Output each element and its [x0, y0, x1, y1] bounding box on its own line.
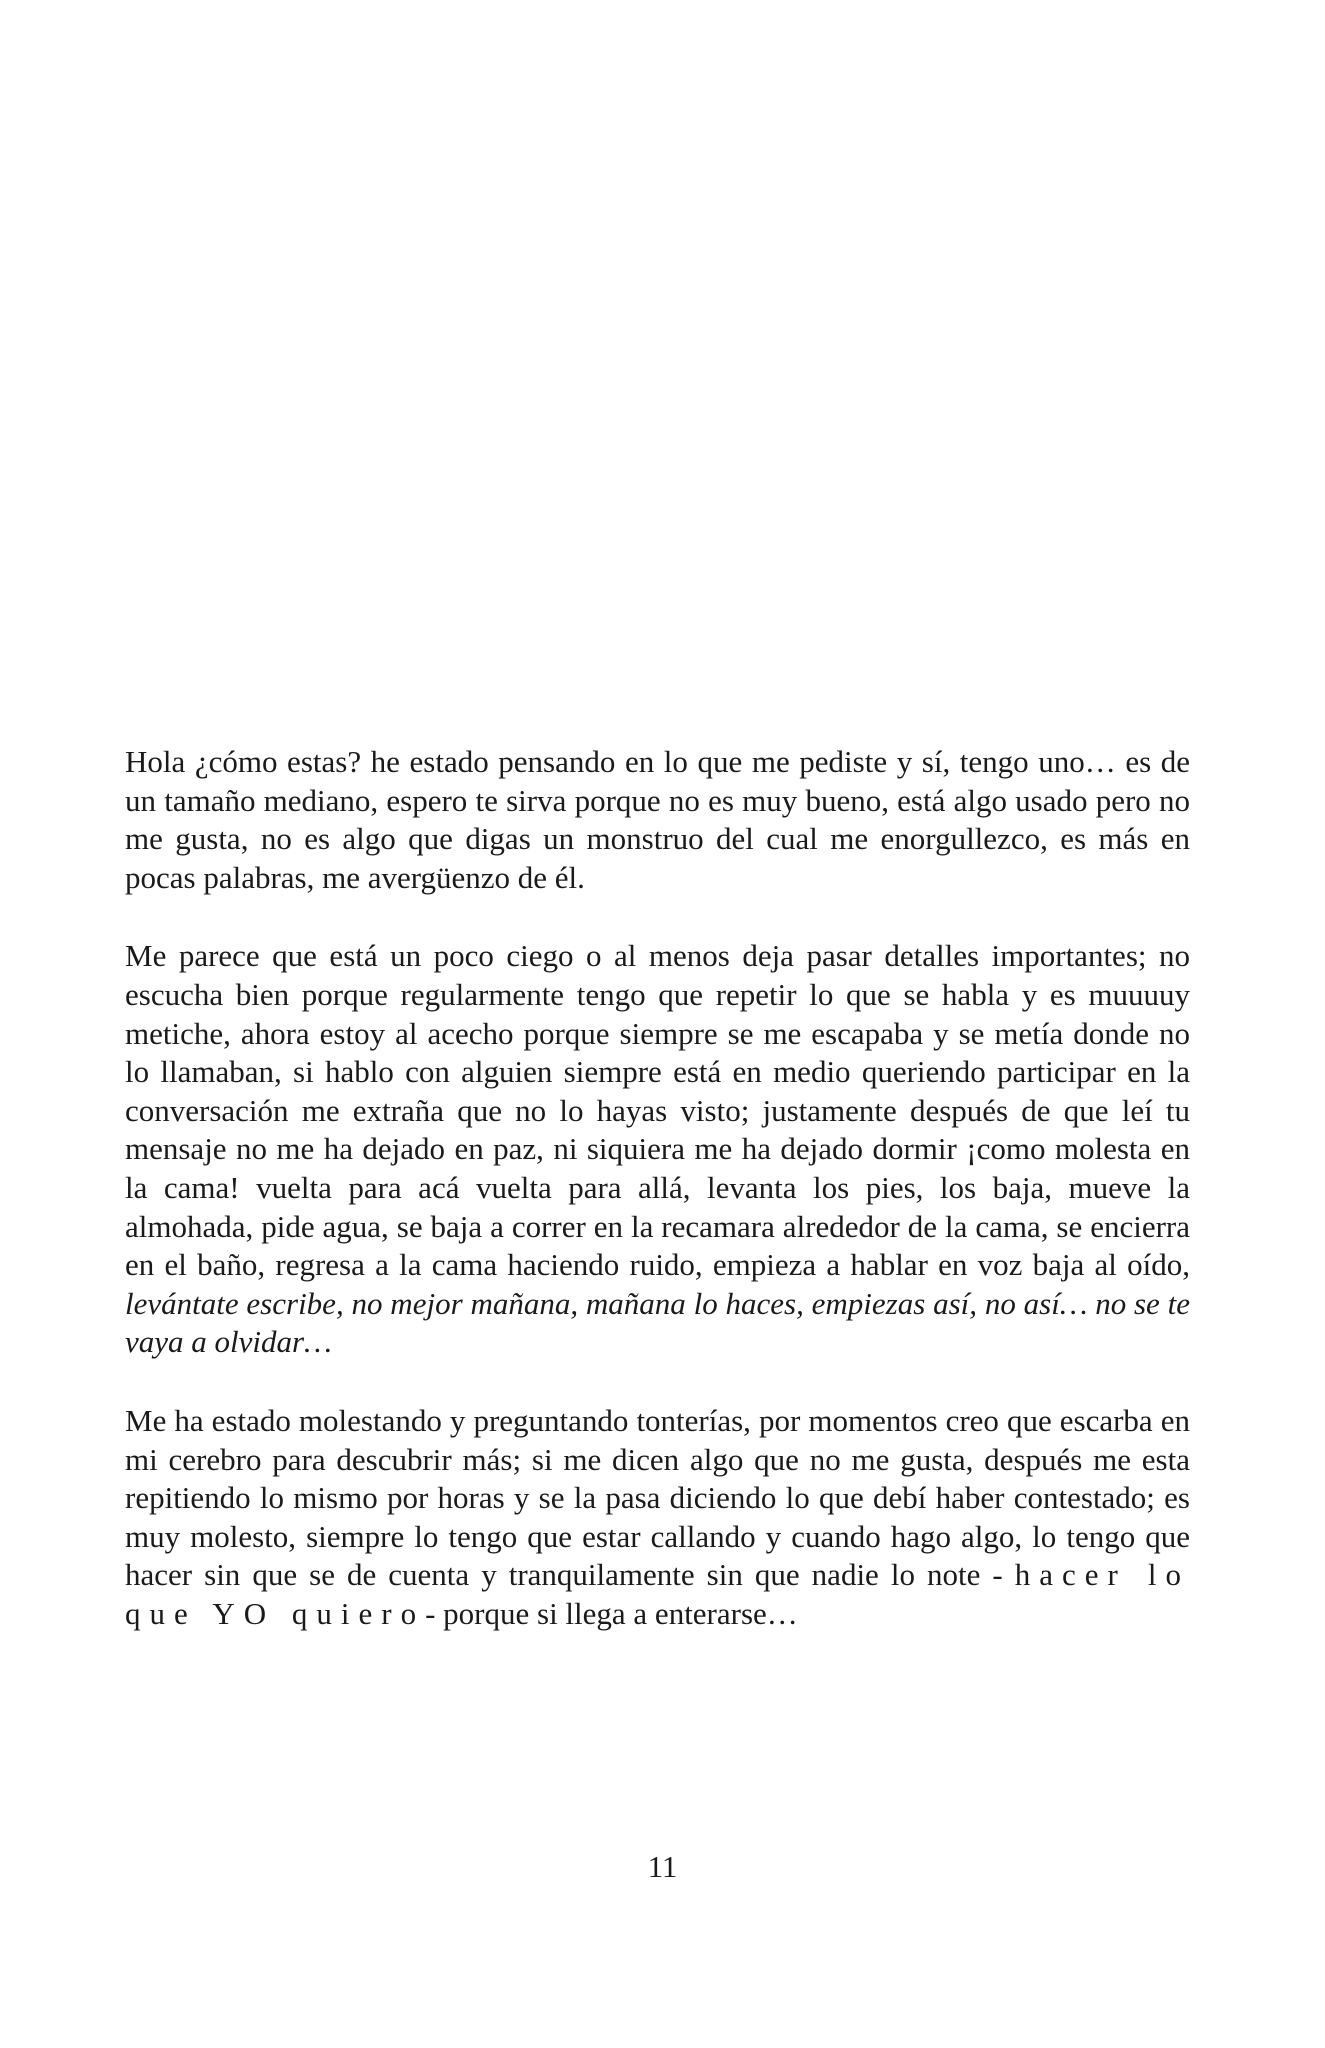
paragraph-3-tail-text: - porque si llega a enterarse…: [425, 1595, 798, 1631]
body-text: [125, 743, 1190, 1633]
page-number: 11: [647, 1849, 678, 1884]
paragraph-3-text: Me ha estado molestando y preguntando tonterías, por momentos creo que escarba en mi cerebro para descubrir más; si me dicen algo que no me gusta, después me esta repitiendo lo mismo por horas y se la pasa diciendo lo que debí haber contestado; es muy molesto, siempre lo tengo que estar callando y cuando hago algo, lo tengo que hacer sin que se de cuenta y tranquilamente sin que nadie lo note -: [125, 1402, 1190, 1593]
paragraph-2: [125, 937, 1190, 1362]
paragraph-3-spaced-text: hacer lo que YO quiero: [125, 1557, 1190, 1631]
paragraph-1: [125, 743, 1190, 897]
paragraph-2-italic-text: levántate escribe, no mejor mañana, mañana lo haces, empiezas así, no así… no se te vaya a olvidar…: [125, 1285, 1190, 1360]
paragraph-3: [125, 1402, 1190, 1634]
paragraph-1-text: Hola ¿cómo estas? he estado pensando en lo que me pediste y sí, tengo uno… es de un tamaño mediano, espero te sirva porque no es muy bueno, está algo usado pero no me gusta, no es algo que digas un monstruo del cual me enorgullezco, es más en pocas palabras, me avergüenzo de él.: [125, 744, 1190, 895]
paragraph-2-text: Me parece que está un poco ciego o al menos deja pasar detalles importantes; no escucha bien porque regularmente tengo que repetir lo que se habla y es muuuuy metiche, ahora estoy al acecho porque siempre se me escapaba y se metía donde no lo llamaban, si hablo con alguien siempre está en medio queriendo participar en la conversación me extraña que no lo hayas visto; justamente después de que leí tu mensaje no me ha dejado en paz, ni siquiera me ha dejado dormir ¡como molesta en la cama! vuelta para acá vuelta para allá, levanta los pies, los baja, mueve la almohada, pide agua, se baja a correr en la recamara alrededor de la cama, se encierra en el baño, regresa a la cama haciendo ruido, empieza a hablar en voz baja al oído,: [125, 938, 1190, 1283]
